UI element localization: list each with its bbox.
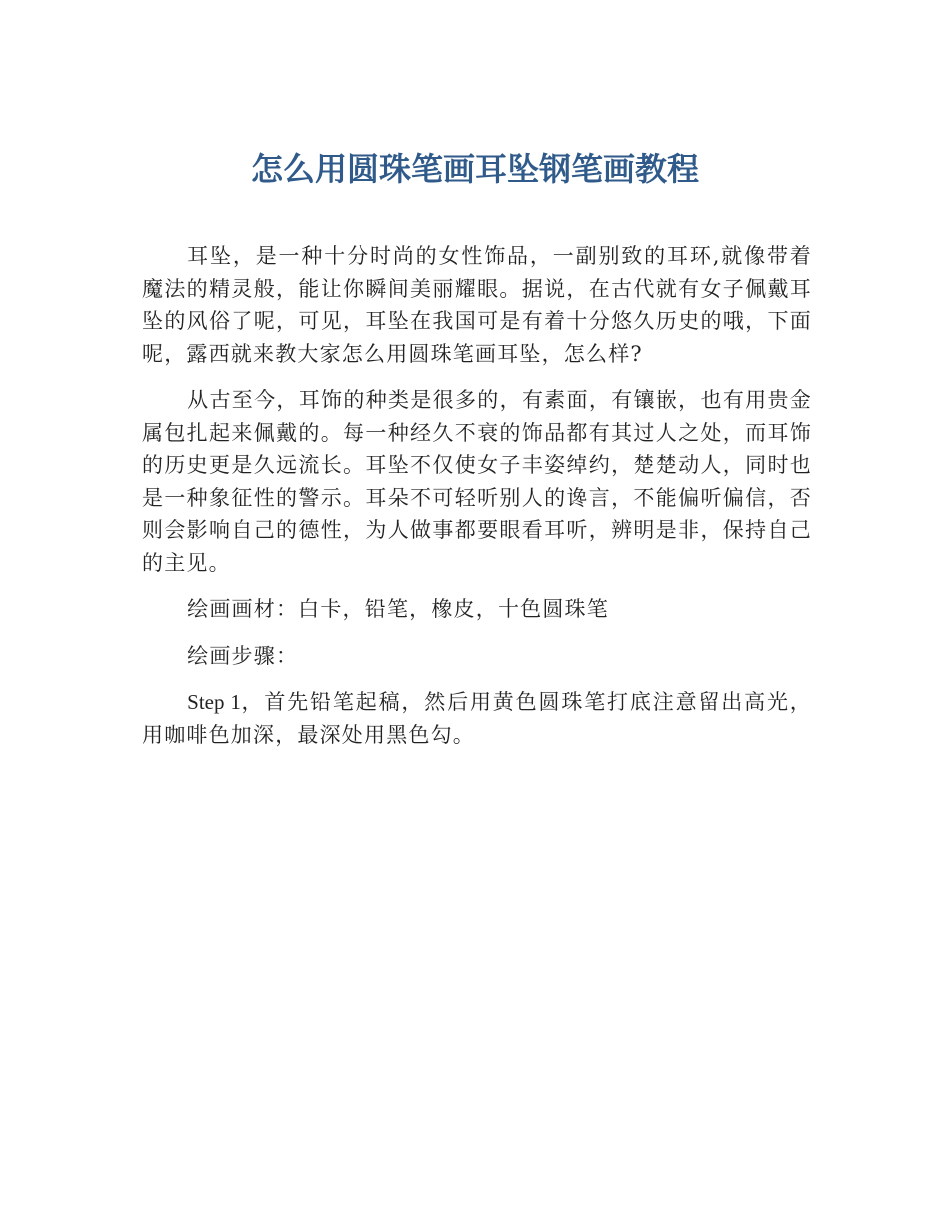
step-1-label: Step 1 <box>187 690 241 714</box>
paragraph-materials: 绘画画材：白卡，铅笔，橡皮，十色圆珠笔 <box>187 597 609 621</box>
document-title: 怎么用圆珠笔画耳坠钢笔画教程 <box>250 150 699 188</box>
paragraph-step-1 <box>142 686 812 751</box>
paragraph-intro: 耳坠，是一种十分时尚的女性饰品，一副别致的耳环,就像带着魔法的精灵般，能让你瞬间美丽耀眼。据说，在古代就有女子佩戴耳坠的风俗了呢，可见，耳坠在我国可是有着十分悠久历史的哦，下面呢，露西就来教大家怎么用圆珠笔画耳坠，怎么样? <box>142 244 812 366</box>
paragraph-steps-heading: 绘画步骤： <box>187 643 299 668</box>
document-body <box>142 240 812 765</box>
step-1-text: ，首先铅笔起稿，然后用黄色圆珠笔打底注意留出高光，用咖啡色加深，最深处用黑色勾。 <box>142 690 812 747</box>
paragraph-history: 从古至今，耳饰的种类是很多的，有素面，有镶嵌，也有用贵金属包扎起来佩戴的。每一种经久不衰的饰品都有其过人之处，而耳饰的历史更是久远流长。耳坠不仅使女子丰姿绰约，楚楚动人，同时也是一种象征性的警示。耳朵不可轻听别人的谗言，不能偏听偏信，否则会影响自己的德性，为人做事都要眼看耳听，辨明是非，保持自己的主见。 <box>142 388 812 575</box>
